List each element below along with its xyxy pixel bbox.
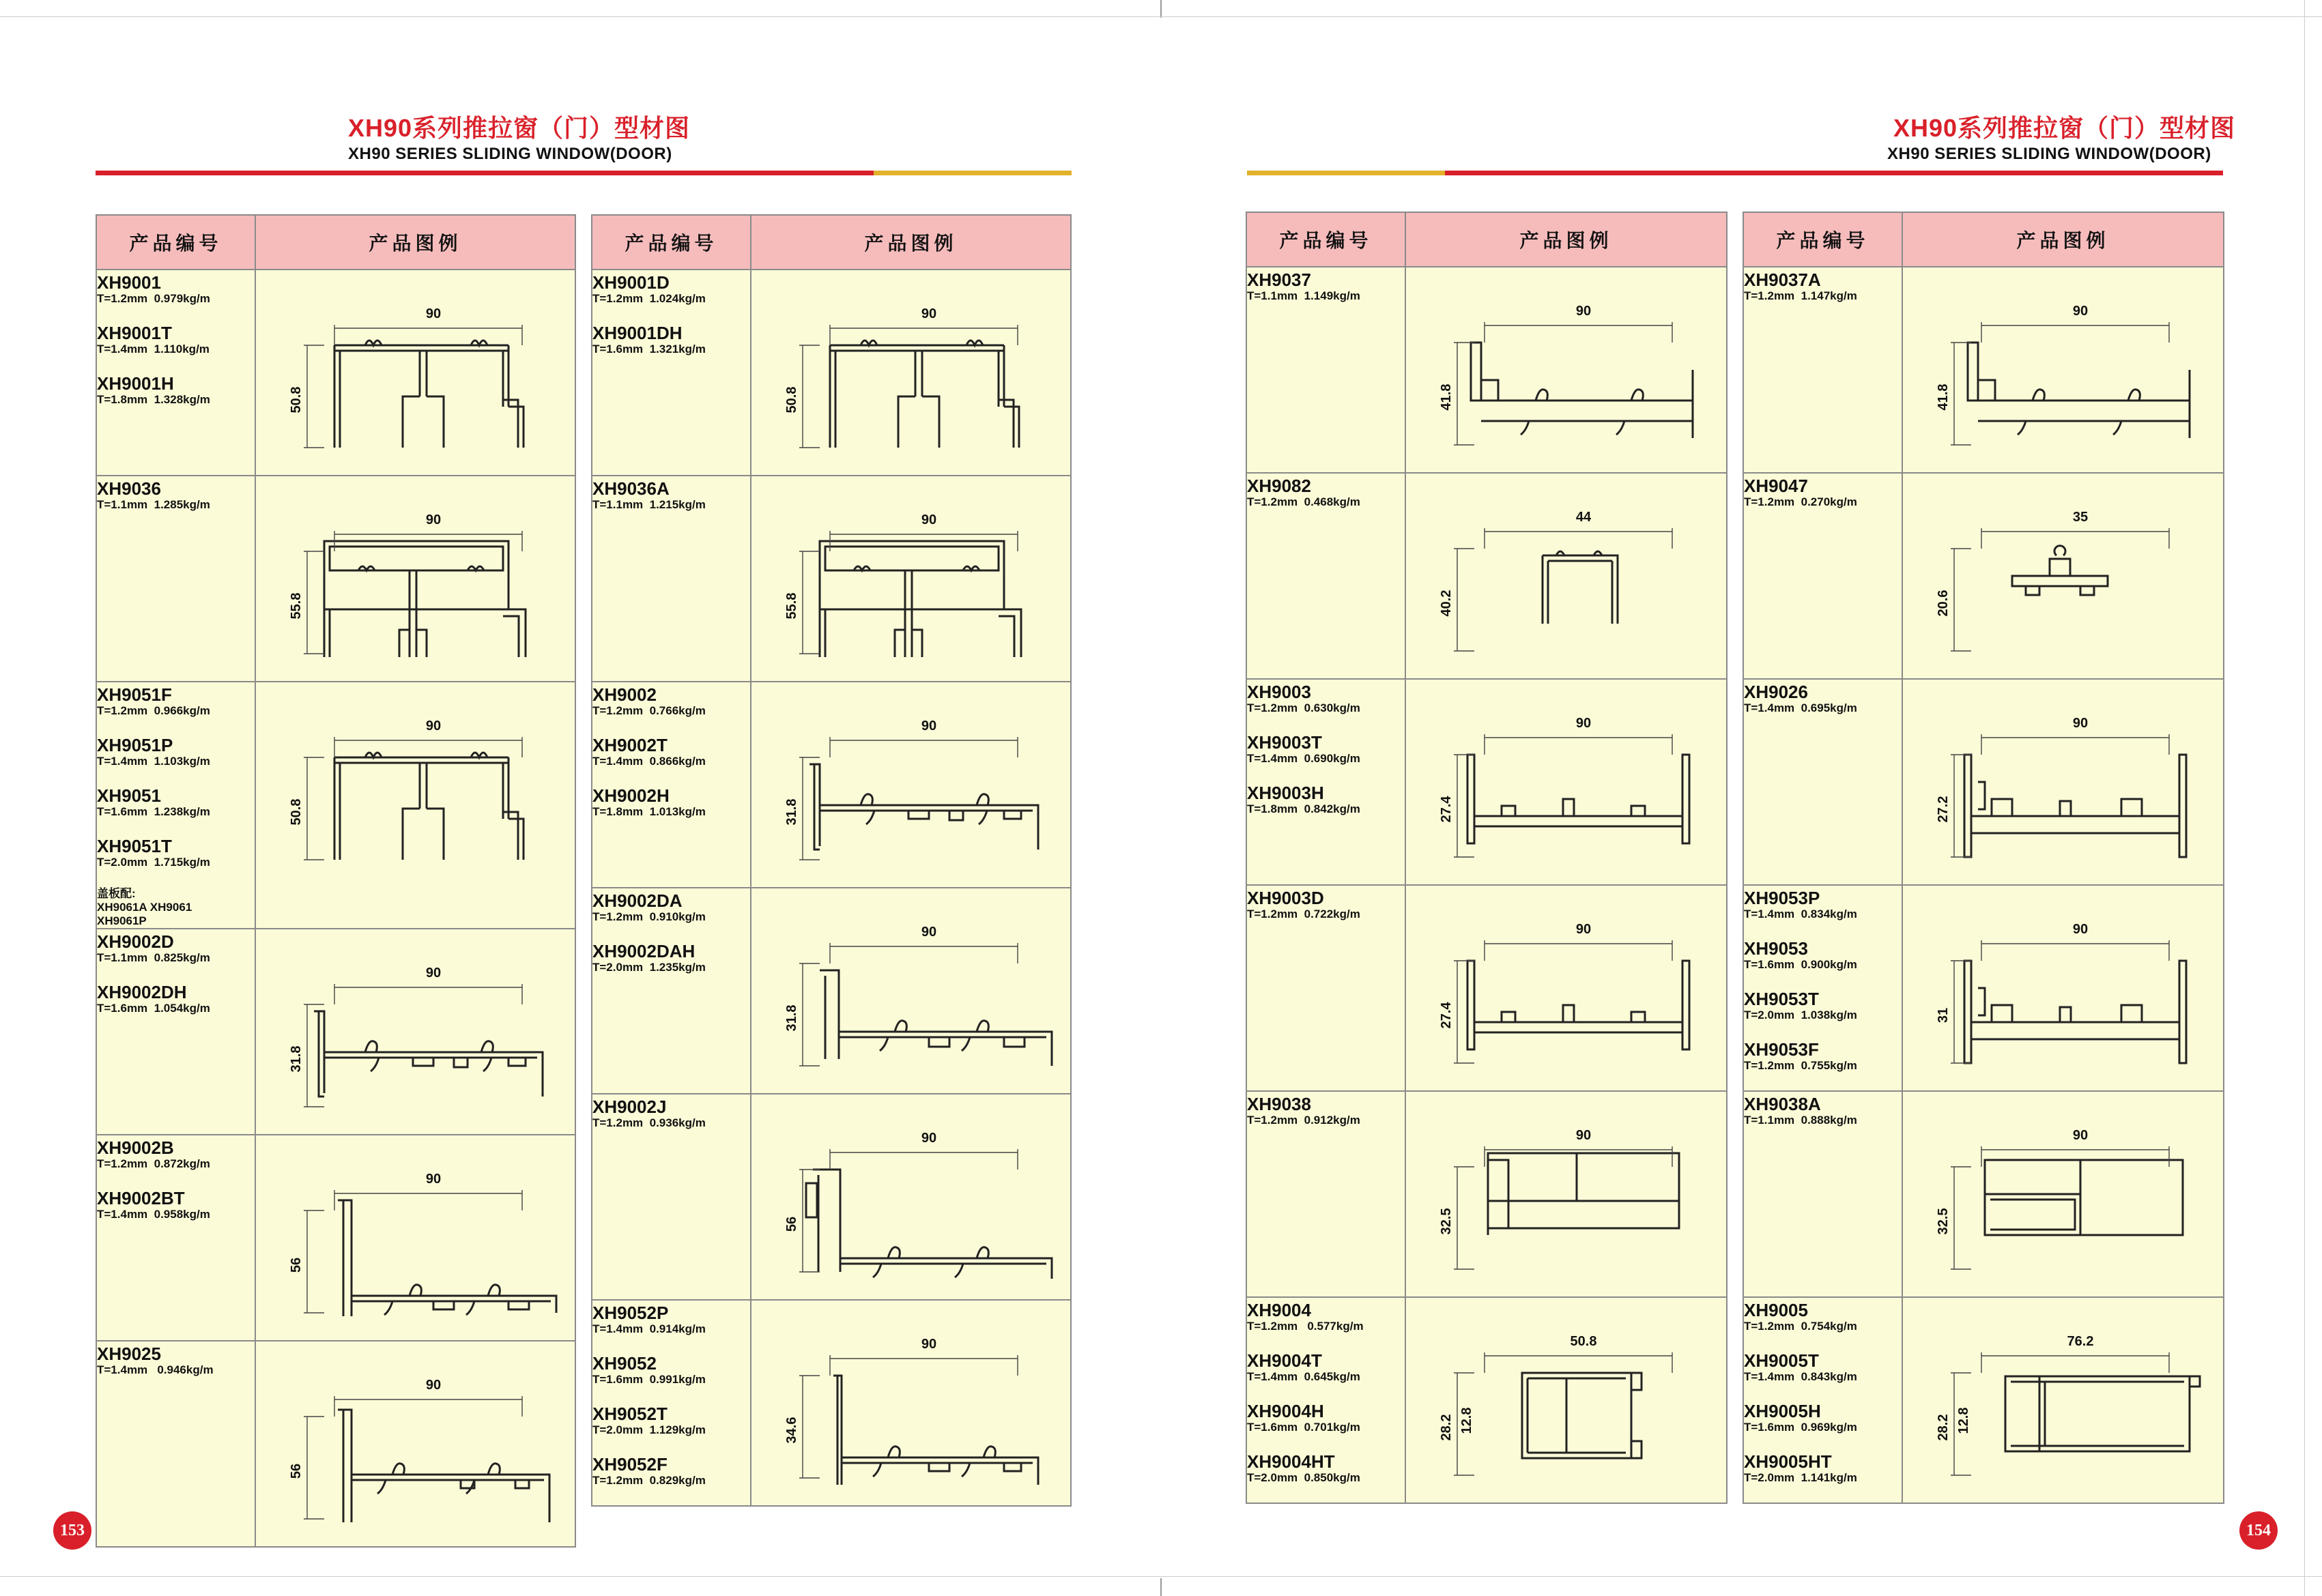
product-codes-cell bbox=[96, 1341, 255, 1547]
product-code: XH9082 bbox=[1247, 476, 1311, 496]
dimension-height: 32.5 bbox=[1936, 1208, 1951, 1235]
product-spec: T=1.1mm 1.149kg/m bbox=[1247, 289, 1360, 302]
product-spec: T=1.2mm 0.754kg/m bbox=[1744, 1320, 1857, 1333]
product-spec: T=1.1mm 1.215kg/m bbox=[592, 498, 706, 511]
product-row bbox=[1246, 267, 1727, 473]
product-spec: T=2.0mm 0.850kg/m bbox=[1247, 1471, 1360, 1484]
product-codes-cell bbox=[1246, 267, 1405, 473]
profile-drawing bbox=[751, 270, 1070, 474]
product-figure-cell bbox=[1405, 473, 1727, 679]
profile-drawing bbox=[1406, 267, 1724, 471]
dimension-width: 50.8 bbox=[1570, 1334, 1597, 1349]
product-code: XH9053 bbox=[1744, 938, 1808, 959]
product-spec: T=1.2mm 0.630kg/m bbox=[1247, 701, 1360, 714]
profile-drawing bbox=[256, 1135, 574, 1339]
profile-drawing bbox=[256, 476, 574, 680]
product-codes-cell bbox=[1743, 1297, 1902, 1503]
product-code: XH9001T bbox=[97, 323, 172, 343]
product-row bbox=[96, 270, 575, 476]
profile-drawing bbox=[751, 1301, 1070, 1504]
product-code: XH9003T bbox=[1247, 732, 1322, 753]
dimension-width: 90 bbox=[2072, 716, 2089, 731]
header-product-figure: 产品图例 bbox=[255, 215, 575, 270]
product-code: XH9005T bbox=[1744, 1350, 1819, 1371]
product-figure-cell bbox=[1405, 267, 1727, 473]
title-rule bbox=[1247, 171, 2223, 175]
dimension-height: 50.8 bbox=[784, 386, 799, 413]
product-spec: T=1.2mm 0.755kg/m bbox=[1744, 1059, 1857, 1072]
product-code: XH9001D bbox=[592, 272, 670, 293]
product-spec: T=1.2mm 0.872kg/m bbox=[97, 1157, 210, 1170]
product-row bbox=[592, 1094, 1071, 1300]
cover-plate-note: 盖板配: bbox=[97, 887, 136, 900]
dimension-width: 90 bbox=[2072, 1128, 2089, 1143]
product-codes-cell bbox=[96, 476, 255, 682]
dimension-height: 31.8 bbox=[784, 798, 799, 826]
product-spec: T=2.0mm 1.235kg/m bbox=[592, 961, 706, 974]
profile-drawing bbox=[256, 682, 574, 886]
product-codes-cell bbox=[1246, 679, 1405, 885]
product-row bbox=[96, 1341, 575, 1547]
product-spec: T=1.2mm 0.979kg/m bbox=[97, 292, 210, 305]
product-spec: T=1.4mm 0.843kg/m bbox=[1744, 1370, 1857, 1383]
product-code: XH9051 bbox=[97, 785, 161, 806]
product-spec: T=1.1mm 0.888kg/m bbox=[1744, 1114, 1857, 1127]
product-code: XH9005H bbox=[1744, 1401, 1821, 1421]
product-code: XH9002D bbox=[97, 931, 174, 952]
profile-drawing bbox=[1406, 886, 1724, 1089]
product-spec: T=1.4mm 1.110kg/m bbox=[97, 343, 210, 356]
product-row bbox=[592, 682, 1071, 888]
product-codes-cell bbox=[592, 476, 751, 682]
dimension-height: 56 bbox=[784, 1216, 799, 1232]
dimension-width: 90 bbox=[425, 1378, 442, 1393]
product-figure-cell bbox=[1405, 1091, 1727, 1297]
product-codes-cell bbox=[1246, 473, 1405, 679]
profile-drawing bbox=[1406, 1298, 1724, 1501]
product-code: XH9002DAH bbox=[592, 941, 696, 961]
product-code: XH9002DA bbox=[592, 890, 683, 911]
product-row bbox=[96, 682, 575, 929]
product-code: XH9047 bbox=[1744, 476, 1808, 496]
product-spec: T=1.2mm 0.910kg/m bbox=[592, 910, 706, 923]
product-codes-cell bbox=[592, 1300, 751, 1506]
profile-drawing bbox=[1903, 474, 2221, 677]
title-rule bbox=[96, 171, 1072, 175]
product-spec: T=1.2mm 0.936kg/m bbox=[592, 1116, 706, 1129]
product-code: XH9052 bbox=[592, 1353, 657, 1374]
product-row bbox=[1246, 679, 1727, 885]
product-row bbox=[1246, 885, 1727, 1091]
product-spec: T=1.2mm 0.912kg/m bbox=[1247, 1114, 1360, 1127]
product-code: XH9052T bbox=[592, 1404, 668, 1424]
product-spec: T=1.2mm 0.966kg/m bbox=[97, 704, 210, 717]
product-spec: T=2.0mm 1.129kg/m bbox=[592, 1423, 706, 1436]
product-spec: T=1.4mm 0.958kg/m bbox=[97, 1208, 210, 1221]
product-spec: T=1.2mm 1.147kg/m bbox=[1744, 289, 1857, 302]
dimension-width: 44 bbox=[1575, 510, 1592, 525]
product-figure-cell bbox=[751, 1094, 1071, 1300]
product-code: XH9003 bbox=[1247, 682, 1311, 702]
dimension-height: 41.8 bbox=[1439, 383, 1454, 411]
product-spec: T=1.6mm 0.701kg/m bbox=[1247, 1421, 1360, 1434]
product-spec: T=2.0mm 1.141kg/m bbox=[1744, 1471, 1857, 1484]
product-figure-cell bbox=[751, 682, 1071, 888]
dimension-height: 50.8 bbox=[289, 798, 304, 826]
product-spec: T=2.0mm 1.715kg/m bbox=[97, 856, 210, 869]
product-code: XH9004T bbox=[1247, 1350, 1322, 1371]
dimension-height: 56 bbox=[289, 1257, 304, 1273]
product-row bbox=[96, 476, 575, 682]
product-figure-cell bbox=[255, 929, 575, 1135]
product-code: XH9002J bbox=[592, 1097, 667, 1117]
profile-drawing bbox=[751, 888, 1070, 1092]
product-code: XH9002BT bbox=[97, 1188, 185, 1208]
product-codes-cell bbox=[96, 1135, 255, 1341]
product-code: XH9052F bbox=[592, 1454, 668, 1475]
product-spec: T=1.6mm 0.969kg/m bbox=[1744, 1421, 1857, 1434]
dimension-height: 31 bbox=[1936, 1007, 1951, 1024]
dimension-height: 40.2 bbox=[1439, 590, 1454, 617]
dimension-inner-height: 12.8 bbox=[1459, 1407, 1474, 1434]
dimension-height: 55.8 bbox=[784, 592, 799, 620]
product-codes-cell bbox=[1246, 1297, 1405, 1503]
product-code: XH9037 bbox=[1247, 270, 1311, 290]
dimension-width: 90 bbox=[425, 512, 442, 527]
product-figure-cell bbox=[1405, 1297, 1727, 1503]
page-number: 153 bbox=[53, 1511, 91, 1550]
product-code: XH9051F bbox=[97, 684, 172, 705]
product-row bbox=[592, 476, 1071, 682]
product-codes-cell bbox=[592, 270, 751, 476]
profile-drawing bbox=[256, 1341, 574, 1545]
product-code: XH9051T bbox=[97, 836, 172, 856]
product-codes-cell bbox=[1743, 885, 1902, 1091]
dimension-width: 90 bbox=[425, 306, 442, 321]
header-product-figure: 产品图例 bbox=[1902, 212, 2224, 267]
dimension-height: 31.8 bbox=[784, 1004, 799, 1032]
product-figure-cell bbox=[255, 1135, 575, 1341]
product-spec: T=1.2mm 0.829kg/m bbox=[592, 1474, 706, 1487]
product-table-right-1 bbox=[1246, 212, 1728, 1504]
dimension-height: 34.6 bbox=[784, 1417, 799, 1444]
product-spec: T=1.2mm 0.270kg/m bbox=[1744, 495, 1857, 508]
profile-drawing bbox=[1903, 886, 2221, 1089]
dimension-width: 90 bbox=[921, 1131, 937, 1146]
product-code: XH9002B bbox=[97, 1137, 174, 1158]
product-code: XH9025 bbox=[97, 1344, 161, 1364]
product-figure-cell bbox=[1902, 267, 2224, 473]
product-codes-cell bbox=[592, 1094, 751, 1300]
dimension-width: 90 bbox=[1575, 922, 1592, 937]
dimension-width: 90 bbox=[1575, 1128, 1592, 1143]
product-spec: T=1.2mm 0.722kg/m bbox=[1247, 908, 1360, 920]
product-row bbox=[1743, 885, 2224, 1091]
header-product-figure: 产品图例 bbox=[751, 215, 1071, 270]
product-code: XH9002DH bbox=[97, 982, 187, 1002]
dimension-height: 27.4 bbox=[1439, 796, 1454, 823]
product-code: XH9004H bbox=[1247, 1401, 1324, 1421]
dimension-width: 90 bbox=[921, 925, 937, 940]
product-spec: T=1.6mm 1.321kg/m bbox=[592, 343, 706, 356]
product-code: XH9053P bbox=[1744, 888, 1820, 908]
product-spec: T=1.4mm 0.645kg/m bbox=[1247, 1370, 1360, 1383]
product-spec: T=1.4mm 1.103kg/m bbox=[97, 755, 210, 768]
dimension-height: 28.2 bbox=[1936, 1414, 1951, 1441]
profile-drawing bbox=[1903, 1298, 2221, 1501]
product-codes-cell bbox=[1246, 1091, 1405, 1297]
page-title-en: XH90 SERIES SLIDING WINDOW(DOOR) bbox=[348, 145, 672, 163]
product-code: XH9001H bbox=[97, 373, 174, 394]
profile-drawing bbox=[751, 682, 1070, 886]
product-spec: T=1.6mm 0.991kg/m bbox=[592, 1373, 706, 1386]
profile-drawing bbox=[1406, 474, 1724, 677]
dimension-height: 27.2 bbox=[1936, 796, 1951, 823]
product-code: XH9002 bbox=[592, 684, 657, 705]
product-figure-cell bbox=[1902, 885, 2224, 1091]
product-code: XH9004HT bbox=[1247, 1451, 1335, 1472]
product-table-left-2 bbox=[591, 214, 1072, 1507]
profile-drawing bbox=[1406, 1092, 1724, 1295]
dimension-width: 90 bbox=[921, 719, 937, 734]
dimension-width: 90 bbox=[2072, 922, 2089, 937]
dimension-width: 90 bbox=[921, 1337, 937, 1352]
dimension-height: 55.8 bbox=[289, 592, 304, 620]
page-number: 154 bbox=[2239, 1511, 2278, 1550]
dimension-width: 90 bbox=[1575, 304, 1592, 319]
product-spec: T=1.2mm 1.024kg/m bbox=[592, 292, 706, 305]
product-row bbox=[1246, 1091, 1727, 1297]
product-codes-cell bbox=[592, 888, 751, 1094]
product-figure-cell bbox=[1405, 679, 1727, 885]
product-spec: T=1.4mm 0.946kg/m bbox=[97, 1363, 214, 1376]
dimension-height: 41.8 bbox=[1936, 383, 1951, 411]
product-spec: T=1.6mm 0.900kg/m bbox=[1744, 958, 1857, 971]
product-codes-cell bbox=[1743, 1091, 1902, 1297]
dimension-height: 56 bbox=[289, 1463, 304, 1479]
profile-drawing bbox=[256, 929, 574, 1133]
product-code: XH9038A bbox=[1744, 1094, 1821, 1114]
product-figure-cell bbox=[255, 682, 575, 929]
product-code: XH9002H bbox=[592, 785, 670, 806]
product-figure-cell bbox=[751, 1300, 1071, 1506]
profile-drawing bbox=[1903, 1092, 2221, 1295]
dimension-width: 90 bbox=[425, 966, 442, 981]
product-code: XH9005HT bbox=[1744, 1451, 1832, 1472]
product-code: XH9053T bbox=[1744, 989, 1819, 1009]
profile-drawing bbox=[751, 1094, 1070, 1298]
product-figure-cell bbox=[1902, 679, 2224, 885]
dimension-height: 20.6 bbox=[1936, 590, 1951, 617]
right-page bbox=[1161, 0, 2322, 1596]
product-figure-cell bbox=[751, 476, 1071, 682]
product-code: XH9036 bbox=[97, 478, 161, 499]
product-row bbox=[592, 888, 1071, 1094]
header-product-code: 产品编号 bbox=[1246, 212, 1405, 267]
product-spec: T=1.4mm 0.695kg/m bbox=[1744, 701, 1857, 714]
product-code: XH9003D bbox=[1247, 888, 1324, 908]
header-product-code: 产品编号 bbox=[1743, 212, 1902, 267]
header-product-code: 产品编号 bbox=[592, 215, 751, 270]
dimension-height: 32.5 bbox=[1439, 1208, 1454, 1235]
profile-drawing bbox=[1903, 267, 2221, 471]
product-codes-cell bbox=[1246, 885, 1405, 1091]
product-spec: T=1.2mm 0.766kg/m bbox=[592, 704, 706, 717]
product-row bbox=[1743, 267, 2224, 473]
dimension-height: 27.4 bbox=[1439, 1002, 1454, 1029]
product-code: XH9051P bbox=[97, 735, 173, 755]
product-code: XH9052P bbox=[592, 1303, 669, 1323]
dimension-height: 50.8 bbox=[289, 386, 304, 413]
profile-drawing bbox=[1406, 680, 1724, 883]
product-spec: T=1.4mm 0.834kg/m bbox=[1744, 908, 1857, 920]
product-spec: T=1.4mm 0.690kg/m bbox=[1247, 752, 1360, 765]
product-row bbox=[1743, 679, 2224, 885]
product-spec: T=1.1mm 0.825kg/m bbox=[97, 951, 210, 964]
product-codes-cell bbox=[96, 929, 255, 1135]
product-figure-cell bbox=[1902, 1297, 2224, 1503]
page-title-en: XH90 SERIES SLIDING WINDOW(DOOR) bbox=[1887, 145, 2211, 163]
product-spec: T=1.4mm 0.866kg/m bbox=[592, 755, 706, 768]
profile-drawing bbox=[1903, 680, 2221, 883]
product-row bbox=[592, 1300, 1071, 1506]
product-table-right-2 bbox=[1743, 212, 2224, 1504]
product-spec: T=1.6mm 1.238kg/m bbox=[97, 805, 210, 818]
dimension-width: 90 bbox=[1575, 716, 1592, 731]
product-codes-cell bbox=[1743, 267, 1902, 473]
product-code: XH9004 bbox=[1247, 1300, 1311, 1320]
product-code: XH9026 bbox=[1744, 682, 1808, 702]
product-spec: T=1.1mm 1.285kg/m bbox=[97, 498, 210, 511]
header-product-figure: 产品图例 bbox=[1405, 212, 1727, 267]
product-figure-cell bbox=[255, 476, 575, 682]
product-row bbox=[1246, 1297, 1727, 1503]
page-title-cn: XH90系列推拉窗（门）型材图 bbox=[348, 114, 691, 142]
dimension-width: 76.2 bbox=[2067, 1334, 2094, 1349]
dimension-width: 90 bbox=[921, 306, 937, 321]
product-spec: T=2.0mm 1.038kg/m bbox=[1744, 1009, 1857, 1021]
product-figure-cell bbox=[1405, 885, 1727, 1091]
product-row bbox=[1246, 473, 1727, 679]
product-codes-cell bbox=[592, 682, 751, 888]
product-figure-cell bbox=[255, 1341, 575, 1547]
product-code: XH9037A bbox=[1744, 270, 1821, 290]
product-codes-cell bbox=[1743, 473, 1902, 679]
dimension-width: 90 bbox=[425, 719, 442, 734]
product-row bbox=[1743, 1091, 2224, 1297]
product-codes-cell bbox=[96, 270, 255, 476]
product-code: XH9002T bbox=[592, 735, 668, 755]
product-code: XH9038 bbox=[1247, 1094, 1311, 1114]
dimension-width: 90 bbox=[2072, 304, 2089, 319]
product-row bbox=[1743, 1297, 2224, 1503]
product-code: XH9036A bbox=[592, 478, 670, 499]
product-spec: T=1.4mm 0.914kg/m bbox=[592, 1322, 706, 1335]
profile-drawing bbox=[256, 270, 574, 474]
product-code: XH9001 bbox=[97, 272, 161, 293]
dimension-height: 28.2 bbox=[1439, 1414, 1454, 1441]
dimension-width: 90 bbox=[921, 512, 937, 527]
product-codes-cell bbox=[1743, 679, 1902, 885]
dimension-width: 35 bbox=[2072, 510, 2089, 525]
dimension-inner-height: 12.8 bbox=[1956, 1407, 1971, 1434]
product-figure-cell bbox=[1902, 473, 2224, 679]
product-spec: T=1.6mm 1.054kg/m bbox=[97, 1002, 210, 1015]
product-spec: T=1.8mm 1.013kg/m bbox=[592, 805, 706, 818]
product-figure-cell bbox=[1902, 1091, 2224, 1297]
page-title-cn: XH90系列推拉窗（门）型材图 bbox=[1893, 114, 2236, 142]
product-code: XH9003H bbox=[1247, 783, 1324, 803]
profile-drawing bbox=[751, 476, 1070, 680]
product-figure-cell bbox=[751, 270, 1071, 476]
product-figure-cell bbox=[255, 270, 575, 476]
cover-plate-note: XH9061P bbox=[97, 914, 147, 927]
product-table-left-1 bbox=[96, 214, 576, 1548]
product-row bbox=[1743, 473, 2224, 679]
product-row bbox=[96, 929, 575, 1135]
dimension-width: 90 bbox=[425, 1172, 442, 1187]
header-product-code: 产品编号 bbox=[96, 215, 255, 270]
product-spec: T=1.8mm 0.842kg/m bbox=[1247, 802, 1360, 815]
product-row bbox=[592, 270, 1071, 476]
product-codes-cell bbox=[96, 682, 255, 929]
product-spec: T=1.2mm 0.577kg/m bbox=[1247, 1320, 1364, 1333]
cover-plate-note: XH9061A XH9061 bbox=[97, 901, 192, 914]
product-code: XH9001DH bbox=[592, 323, 683, 343]
product-code: XH9005 bbox=[1744, 1300, 1808, 1320]
dimension-height: 31.8 bbox=[289, 1045, 304, 1073]
product-code: XH9053F bbox=[1744, 1039, 1819, 1060]
product-row bbox=[96, 1135, 575, 1341]
product-spec: T=1.8mm 1.328kg/m bbox=[97, 393, 210, 406]
product-spec: T=1.2mm 0.468kg/m bbox=[1247, 495, 1360, 508]
product-figure-cell bbox=[751, 888, 1071, 1094]
